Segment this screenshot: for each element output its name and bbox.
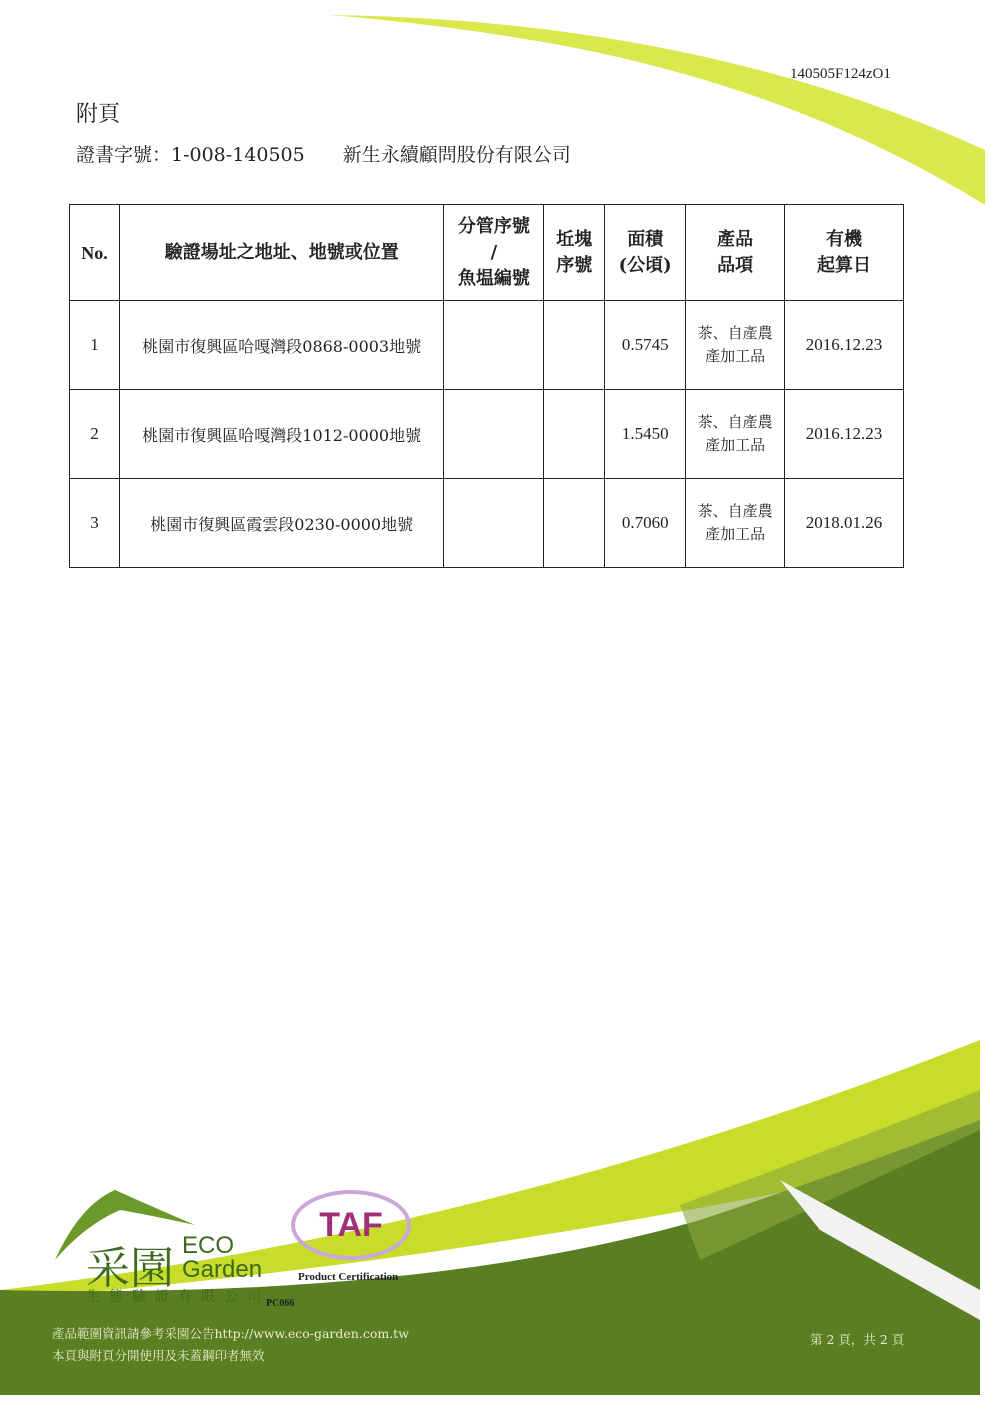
cell-no: 1 [70, 301, 120, 390]
cell-address: 桃園市復興區哈嘎灣段1012-0000地號 [119, 390, 444, 479]
cell-area: 0.7060 [605, 479, 686, 568]
cell-date: 2016.12.23 [785, 301, 904, 390]
cell-no: 3 [70, 479, 120, 568]
page-title: 附頁 [76, 102, 121, 127]
header-product: 產品 品項 [686, 205, 785, 301]
header-plot: 坵塊 序號 [544, 205, 605, 301]
cell-sub [444, 390, 544, 479]
cell-area: 0.5745 [605, 301, 686, 390]
footer-info-line: 產品範圍資訊請參考采園公告http://www.eco-garden.com.tw [52, 1326, 409, 1341]
taf-subtitle: Product Certification [298, 1271, 399, 1283]
logo-subtitle: 生態驗證有限公司 [86, 1289, 270, 1305]
footer-notice-line: 本頁與附頁分開使用及未蓋鋼印者無效 [52, 1348, 265, 1363]
product-code: PC066 [266, 1298, 295, 1309]
cell-product: 茶、自產農 產加工品 [686, 390, 785, 479]
table-row [70, 479, 904, 568]
cell-date: 2016.12.23 [785, 390, 904, 479]
logo-english [182, 1234, 262, 1282]
header-sub-number: 分管序號 / 魚塭編號 [444, 205, 544, 301]
header-start-date: 有機 起算日 [785, 205, 904, 301]
logo-eco: ECO [182, 1232, 235, 1259]
cell-address: 桃園市復興區霞雲段0230-0000地號 [119, 479, 444, 568]
cell-plot [544, 479, 605, 568]
header-address: 驗證場址之地址、地號或位置 [119, 205, 444, 301]
certificate-line [76, 140, 609, 167]
header-no: No. [70, 205, 120, 301]
cell-area: 1.5450 [605, 390, 686, 479]
logo-chinese: 采園 [86, 1243, 174, 1294]
cell-address: 桃園市復興區哈嘎灣段0868-0003地號 [119, 301, 444, 390]
cell-product: 茶、自產農 產加工品 [686, 301, 785, 390]
company-name: 新生永續顧問股份有限公司 [342, 144, 571, 166]
site-table [69, 204, 904, 568]
header-area: 面積 (公頃) [605, 205, 686, 301]
taf-logo: TAF [291, 1190, 411, 1260]
page-number: 第 2 頁，共 2 頁 [810, 1332, 905, 1347]
cell-product: 茶、自產農 產加工品 [686, 479, 785, 568]
document-number: 140505F124zO1 [790, 66, 891, 82]
logo-garden: Garden [182, 1256, 263, 1283]
cell-sub [444, 479, 544, 568]
cell-date: 2018.01.26 [785, 479, 904, 568]
cell-plot [544, 390, 605, 479]
table-header-row [70, 205, 904, 301]
table-row [70, 390, 904, 479]
table-row [70, 301, 904, 390]
cell-sub [444, 301, 544, 390]
certificate-number: 證書字號：1-008-140505 [76, 144, 305, 166]
cell-plot [544, 301, 605, 390]
cell-no: 2 [70, 390, 120, 479]
